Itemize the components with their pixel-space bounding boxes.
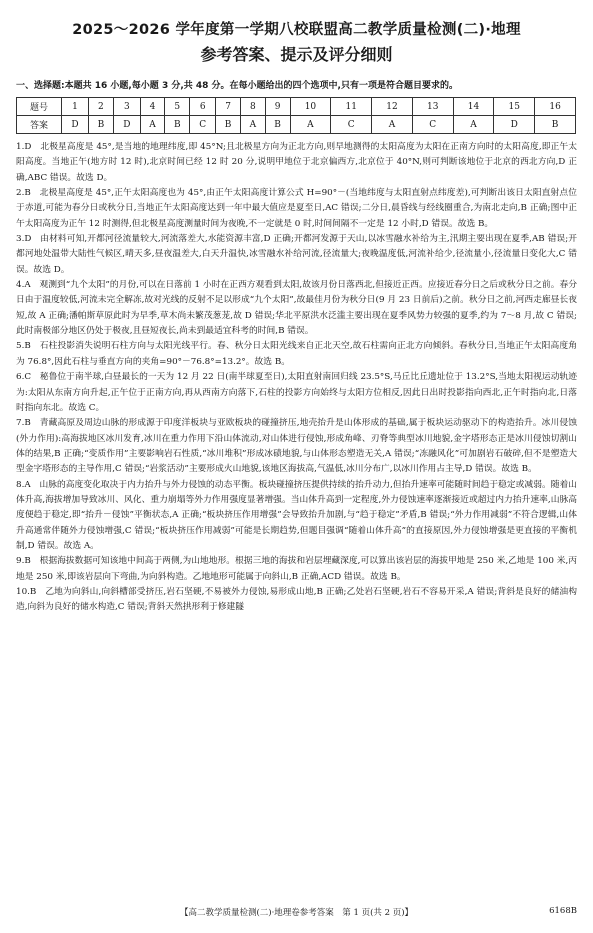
question-number: 3 bbox=[113, 98, 140, 116]
answer-cell: B bbox=[165, 116, 190, 134]
item-number: 7.B bbox=[16, 418, 31, 429]
item-text: 山脉的高度变化取决于内力抬升与外力侵蚀的动态平衡。板块碰撞挤压提供持续的抬升动力,但抬升速率可能随时间趋于稳定或减弱。随着山体升高,海拔增加导致冰川、风化、重力崩塌等外力作用强度显著增强。当山体升高到一定程度,外力侵蚀速率逐渐接近或超过内力抬升速率,山脉高度便趋于稳定,即“抬升－侵蚀”平衡状态,A 正确;“板块挤压作用增强”会导致抬升加剧,与“趋于稳定”矛盾,B 错误;“外力作用减弱”不符合逻辑,山体升高通常伴随外力侵蚀增强,C 错误;“板块挤压作用减弱”可能是长期趋势,但题目强调“随着山体升高”的直接原因,外力侵蚀增强是更直接的平衡机制,D 错误。故选 A。 bbox=[16, 479, 578, 551]
question-number: 15 bbox=[494, 98, 535, 116]
question-number: 7 bbox=[216, 98, 241, 116]
section-heading: 一、选择题:本题共 16 小题,每小题 3 分,共 48 分。在每小题给出的四个选项中,只有一项是符合题目要求的。 bbox=[16, 81, 458, 91]
item-text: 由材料可知,开都河径流量较大,河流落差大,水能资源丰富,D 正确;开都河发源于天山,以冰雪融水补给为主,汛期主要出现在夏季,AB 错误;开都河地处温带大陆性气候区,晴天多,昼夜温差大,白天升温快,冰雪融水补给河流,径流量大;夜晚温度低,河流补给少,径流量小,径流量日变化大,C 错误。故选 D。 bbox=[16, 234, 577, 275]
answer-cell: A bbox=[372, 116, 413, 134]
item-number: 6.C bbox=[16, 372, 32, 383]
answer-cell: D bbox=[113, 116, 140, 134]
answer-cell: D bbox=[62, 116, 89, 134]
question-number: 4 bbox=[140, 98, 165, 116]
item-text: 秘鲁位于南半球,白昼最长的一天为 12 月 22 日(南半球夏至日),太阳直射南回归线 23.5°S,马丘比丘遗址位于 13.2°S,当地太阳视运动轨迹为:太阳从东南方向升起,正午位于正南方向,再从西南方向落下,石柱的投影方向始终与太阳方位相反,因此日出时投影指向西北,正午时指向北,日落时指向东北。故选 C。 bbox=[16, 372, 577, 413]
explanation-item bbox=[16, 232, 577, 278]
answer-cell: B bbox=[88, 116, 113, 134]
explanation-item bbox=[16, 140, 577, 186]
page-subtitle: 参考答案、提示及评分细则 bbox=[200, 45, 393, 64]
explanation-list bbox=[16, 140, 577, 616]
answer-cell: C bbox=[412, 116, 453, 134]
row-label-answer: 答案 bbox=[17, 116, 62, 134]
answer-cell: B bbox=[535, 116, 576, 134]
answer-cell: A bbox=[290, 116, 331, 134]
question-number: 10 bbox=[290, 98, 331, 116]
page-title: 2025～2026 学年度第一学期八校联盟高二教学质量检测(二)·地理 bbox=[72, 22, 521, 38]
footer-page-info: 【高二教学质量检测(二)·地理卷参考答案 第 1 页(共 2 页)】 bbox=[179, 908, 414, 918]
question-number-row bbox=[17, 98, 576, 116]
item-text: 根据海拔数据可知该地中间高于两侧,为山地地形。根据三地的海拔和岩层埋藏深度,可以算出该岩层的海拔甲地是 250 米,乙地是 100 米,丙地是 250 米,即该岩层向下弯曲,为向斜构造。乙地地形可能属于向斜山,B 正确,ACD 错误。故选 B。 bbox=[16, 556, 578, 582]
item-number: 4.A bbox=[16, 280, 31, 291]
explanation-item bbox=[16, 585, 577, 616]
item-text: 乙地为向斜山,向斜槽部受挤压,岩石坚硬,不易被外力侵蚀,易形成山地,B 正确;乙处岩石坚硬,岩石不容易开采,A 错误;背斜是良好的储油构造,向斜为良好的储水构造,C 错误;背斜天然拱形利于修建隧 bbox=[16, 586, 577, 613]
row-label-number: 题号 bbox=[17, 98, 62, 116]
question-number: 13 bbox=[412, 98, 453, 116]
explanation-item bbox=[16, 478, 577, 555]
answer-cell: C bbox=[331, 116, 372, 134]
question-number: 11 bbox=[331, 98, 372, 116]
question-number: 6 bbox=[190, 98, 216, 116]
answer-cell: C bbox=[190, 116, 216, 134]
item-number: 1.D bbox=[16, 142, 32, 152]
item-number: 9.B bbox=[16, 556, 31, 567]
item-number: 3.D bbox=[16, 234, 32, 245]
page-footer bbox=[0, 906, 593, 918]
question-number: 5 bbox=[165, 98, 190, 116]
question-number: 14 bbox=[453, 98, 494, 116]
question-number: 1 bbox=[62, 98, 89, 116]
item-text: 观测到“九个太阳”的月份,可以在日落前 1 小时在正西方观看到太阳,故该月份日落西北,但接近正西。应接近春分日之后或秋分日之前。春分日由于温度较低,河流未完全解冻,故对光线的反射不足以形成“九个太阳”,故最佳月份为秋分日(9 月 23 日前后)之前。秋分日之前,河西走廊昼长夜短,故 A 正确;潘帕斯草原此时为早季,草木尚未繁茂葱茏,故 D 错误;华北平原洪水泛滥主要出现在夏季风势力较强的夏季,约为 7～8 月,故 C 错误;此时南极部分地区仍处于极夜,且昼短夜长,尚未到最适宜科考的时间,B 错误。 bbox=[16, 280, 578, 337]
item-text: 青藏高原及周边山脉的形成源于印度洋板块与亚欧板块的碰撞挤压,地壳抬升是山体形成的基础,属于板块运动驱动下的构造抬升。冰川侵蚀(外力作用):高海拔地区冰川发育,冰川在重力作用下沿山体流动,对山体进行侵蚀,形成角峰、刃脊等典型冰川地貌,金字塔形态正是冰川侵蚀切割山体的结果,B 正确;“变质作用”主要影响岩石性质,“冰川堆积”形成冰碛地貌,与山体形态塑造无关,A 错误;“冻融风化”可加剧岩石破碎,但不是塑造大型金字塔形态的主导作用,C 错误;“岩浆活动”主要形成火山地貌,该地区海拔高,气温低,冰川分布广,以冰川作用占主导,D 错误。故选 B。 bbox=[16, 418, 578, 475]
question-number: 2 bbox=[88, 98, 113, 116]
question-number: 16 bbox=[535, 98, 576, 116]
item-number: 5.B bbox=[16, 341, 31, 352]
explanation-item bbox=[16, 370, 577, 416]
answer-cell: B bbox=[265, 116, 290, 134]
answer-table bbox=[16, 97, 576, 134]
item-number: 2.B bbox=[16, 188, 31, 199]
item-text: 石柱投影消失说明石柱方向与太阳光线平行。春、秋分日太阳光线来自正北天空,故石柱需向正北方向倾斜。春秋分日,当地正午太阳高度角为 76.8°,因此石柱与垂直方向的夹角=90°－76.8°=13.2°。故选 B。 bbox=[16, 341, 578, 367]
explanation-item bbox=[16, 339, 577, 370]
question-number: 12 bbox=[372, 98, 413, 116]
answer-cell: A bbox=[453, 116, 494, 134]
explanation-item bbox=[16, 278, 577, 339]
explanation-item bbox=[16, 554, 577, 585]
answer-cell: D bbox=[494, 116, 535, 134]
item-number: 8.A bbox=[16, 479, 31, 490]
question-number: 8 bbox=[241, 98, 266, 116]
answer-cell: B bbox=[216, 116, 241, 134]
item-text: 北极星高度是 45°,是当地的地理纬度,即 45°N;且北极星方向为正北方向,则早地测得的太阳高度为太阳在正南方向时的太阳高度,即正午太阳高度。当地正午(地方时 12 时),北京时间已经 12 时 20 分,说明甲地位于北京偏西方,北京位于 40°N,则可判断该地位于北京的西北方向,D 正确,ABC 错误。故选 D。 bbox=[16, 142, 578, 183]
item-number: 10.B bbox=[16, 586, 37, 597]
footer-code: 6168B bbox=[549, 906, 577, 916]
explanation-item bbox=[16, 186, 577, 232]
answer-cell: A bbox=[140, 116, 165, 134]
item-text: 北极星高度是 45°,正午太阳高度也为 45°,由正午太阳高度计算公式 H=90°－(当地纬度与太阳直射点纬度差),可判断出该日太阳直射点位于赤道,可能为春分日或秋分日,当地正午太阳高度达到一年中最大值应是夏至日,AC 错误;二分日,晨昏线与经线圈重合,为南北走向,B 正确;图中正午太阳高度为正午 12 时测得,但北极星高度测量时间为夜晚,不一定就是 0 时,时间间隔不一定是 12 小时,D 错误。故选 B。 bbox=[16, 188, 577, 229]
explanation-item bbox=[16, 416, 577, 477]
answer-cell: A bbox=[241, 116, 266, 134]
question-number: 9 bbox=[265, 98, 290, 116]
answer-row bbox=[17, 116, 576, 134]
